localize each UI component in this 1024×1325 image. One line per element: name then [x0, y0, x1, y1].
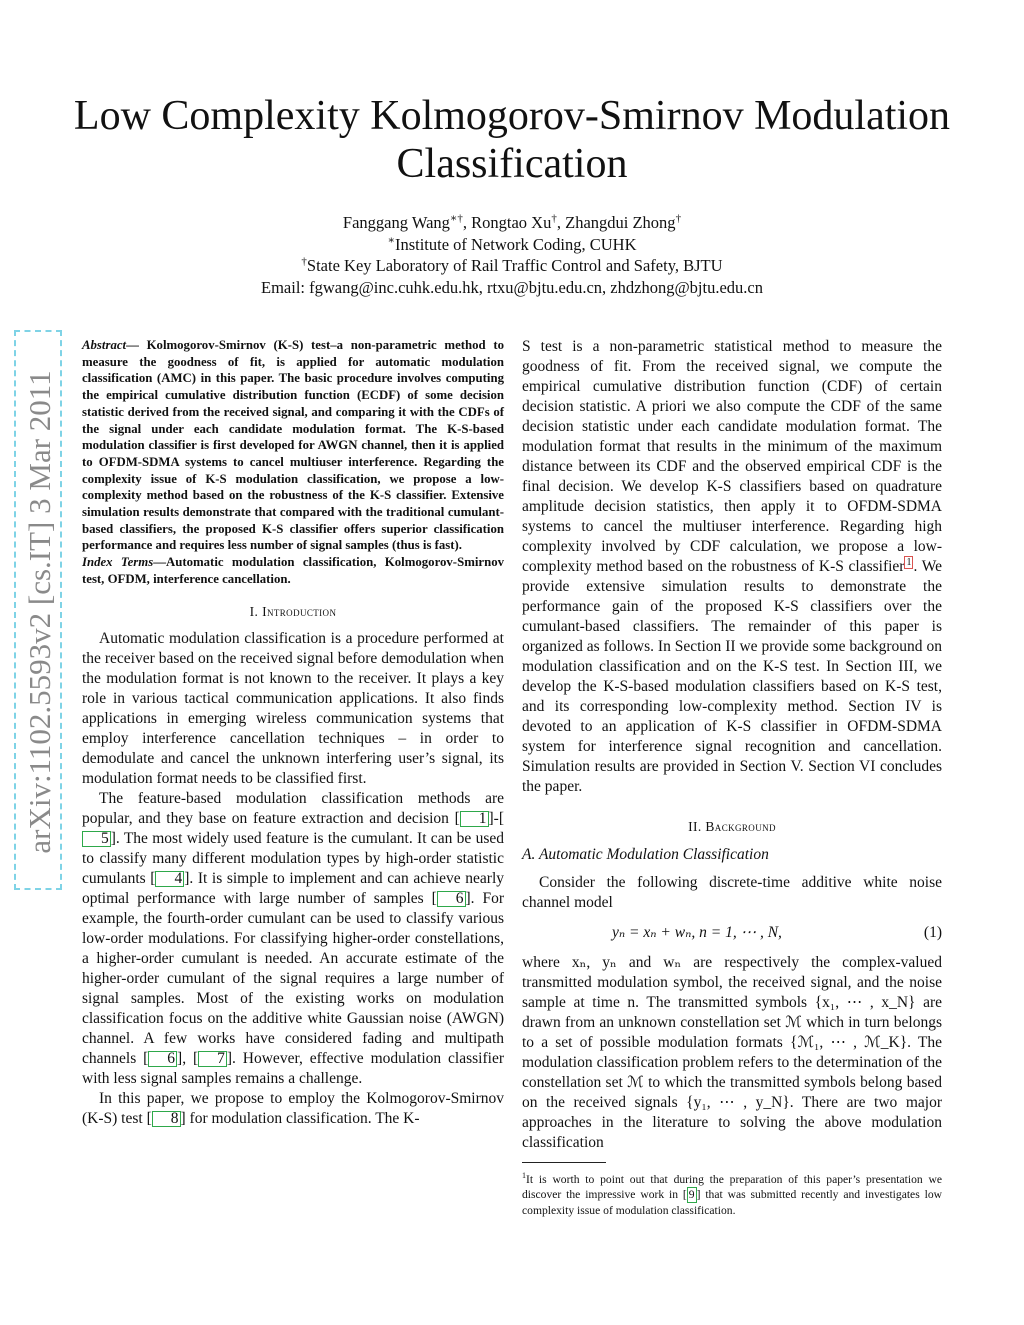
subsection-heading-amc: A. Automatic Modulation Classification: [522, 846, 769, 863]
right-column: [522, 337, 942, 1153]
citation-link[interactable]: 6: [148, 1051, 177, 1067]
footnote-link[interactable]: 1: [906, 556, 912, 568]
footnote-divider: [522, 1162, 606, 1163]
citation-link[interactable]: 9: [688, 1187, 695, 1201]
citation-link[interactable]: 8: [152, 1111, 181, 1127]
arxiv-side-stamp: [14, 330, 62, 890]
equation-number: (1): [923, 924, 942, 941]
index-terms-text: —Automatic modulation classification, Kolmogorov-Smirnov test, OFDM, interference cancellation.: [82, 555, 504, 586]
citation-link[interactable]: 7: [198, 1051, 227, 1067]
author-names: Fanggang Wang∗†, Rongtao Xu†, Zhangdui Zhong†: [342, 212, 682, 232]
paper-title: Low Complexity Kolmogorov-Smirnov Modulation Classification: [73, 93, 951, 187]
background-paragraph-2: where xₙ, yₙ and wₙ are respectively the complex-valued transmitted modulation symbol, the received signal, and the noise sample at time n. The transmitted symbols {x₁, ⋯ , x_N} are drawn from an unknown constellation set ℳ which in turn belongs to a set of possible modulation formats {ℳ₁, ⋯ , ℳ_K}. The modulation classification problem refers to the determination of the constellation set ℳ to which the transmitted symbols belong based on the received signals {y₁, ⋯ , y_N}. There are two major approaches in the literature to solving the above modulation classification: [522, 954, 942, 1151]
citation-link[interactable]: 1: [460, 811, 489, 827]
equation-body: yₙ = xₙ + wₙ, n = 1, ⋯ , N,: [612, 924, 782, 941]
abstract-text: — Kolmogorov-Smirnov (K-S) test–a non-parametric method to measure the goodness of fit, is applied for automatic modulation classification (AMC) in this paper. The basic procedure involves computing the empirical cumulative distribution function (ECDF) of some decision statistic derived from the received signal, and comparing it with the CDFs of the signal under each candidate modulation format. The K-S-based modulation classifier is first developed for AWGN channel, then it is applied to OFDM-SDMA systems to cancel multiuser interference. Regarding the complexity issue of K-S modulation classification, we propose a low-complexity method based on the robustness of the K-S classifier. Extensive simulation results demonstrate that compared with the traditional cumulant-based classifiers, the proposed K-S classifier offers superior classification performance and requires less number of signal samples (thus is fast).: [82, 338, 504, 553]
footnote-1: $^1$It is worth to point out that during the preparation of this paper’s presentation we discover the impressive work in [ 9 ] that was submitted recently and investigates low complexity issue of modulation classification.: [522, 1171, 942, 1217]
abstract-label: Abstract: [82, 338, 127, 352]
abstract: [82, 337, 504, 554]
affiliation-1: ∗Institute of Network Coding, CUHK: [387, 234, 637, 254]
equation-1: [522, 917, 942, 949]
intro-paragraph-2: The feature-based modulation classification methods are popular, and they base on feature extraction and decision [ 1 ]-[5 ]. The most widely used feature is the cumulant. It can be used to classify many different modulation types by high-order statistic cumulants [ 4 ]. It is simple to implement and can achieve nearly optimal performance with large number of samples [ 6 ]. For example, the fourth-order cumulant can be used to classify various low-order modulations. For classifying higher-order constellations, a higher-order cumulant is needed. An accurate estimate of the higher-order cumulant of the signal requires a large number of signal samples. Most of the existing works on modulation classification focus on the additive white Gaussian noise (AWGN) channel. A few works have considered fading and multipath channels [ 6 ], [ 7 ]. However, effective modulation classifier with less signal samples remains a challenge.: [82, 789, 505, 1087]
section-heading-background: II. Background: [688, 819, 776, 834]
author-block: [150, 212, 874, 298]
citation-link[interactable]: 6: [437, 891, 466, 907]
intro-paragraph-3-continued: S test is a non-parametric statistical method to measure the goodness of fit. From the received signal, we compute the empirical cumulative distribution function (CDF) of certain decision statistic. A priori we also compute the CDF of the same decision statistic under each candidate modulation format. The modulation format that results in the minimum of the maximum distance between its CDF and the observed empirical CDF is the final decision. We develop K-S classifiers based on quadrature amplitude decision statistics, then apply it to OFDM-SDMA systems to cancel the multiuser interference. Regarding high complexity involved by CDF calculation, we propose a low-complexity method based on the robustness of K-S classifier $^1$ . We provide extensive simulation results to demonstrate the performance gain of the proposed K-S classifiers over the cumulant-based classifiers. The remainder of this paper is organized as follows. In Section II we provide some background on modulation classification and on the K-S test. In Section III, we develop the K-S-based modulation classifiers based on K-S test, and its corresponding low-complexity method. Section IV is devoted to an application of K-S classifier in OFDM-SDMA system for interference signal recognition and cancellation. Simulation results are provided in Section V. Section VI concludes the paper.: [522, 338, 942, 795]
citation-link[interactable]: 4: [155, 871, 184, 887]
citation-link[interactable]: 5: [82, 831, 111, 847]
arxiv-identifier[interactable]: arXiv:1102.5593v2 [cs.IT] 3 Mar 2011: [22, 370, 57, 854]
background-paragraph-1: Consider the following discrete-time additive white noise channel model: [522, 874, 942, 911]
left-column: [82, 337, 504, 1129]
section-heading-introduction: I. Introduction: [249, 603, 337, 619]
index-terms-label: Index Terms: [82, 555, 154, 570]
author-emails: Email: fgwang@inc.cuhk.edu.hk, rtxu@bjtu.edu.cn, zhdzhong@bjtu.edu.cn: [261, 277, 763, 297]
affiliation-2: †State Key Laboratory of Rail Traffic Control and Safety, BJTU: [301, 255, 723, 275]
intro-paragraph-1: Automatic modulation classification is a procedure performed at the receiver based on the received signal before demodulation when the modulation format is not known to the receiver. It plays a key role in various tactical communication applications. It also finds applications in emerging wireless communication systems that employ interference cancellation techniques – in order to demodulate and cancel the unknown interfering user’s signal, its modulation format needs to be classified first.: [82, 629, 504, 787]
index-terms: [82, 554, 504, 587]
intro-paragraph-3: In this paper, we propose to employ the Kolmogorov-Smirnov (K-S) test [ 8 ] for modulation classification. The K-: [82, 1089, 504, 1127]
